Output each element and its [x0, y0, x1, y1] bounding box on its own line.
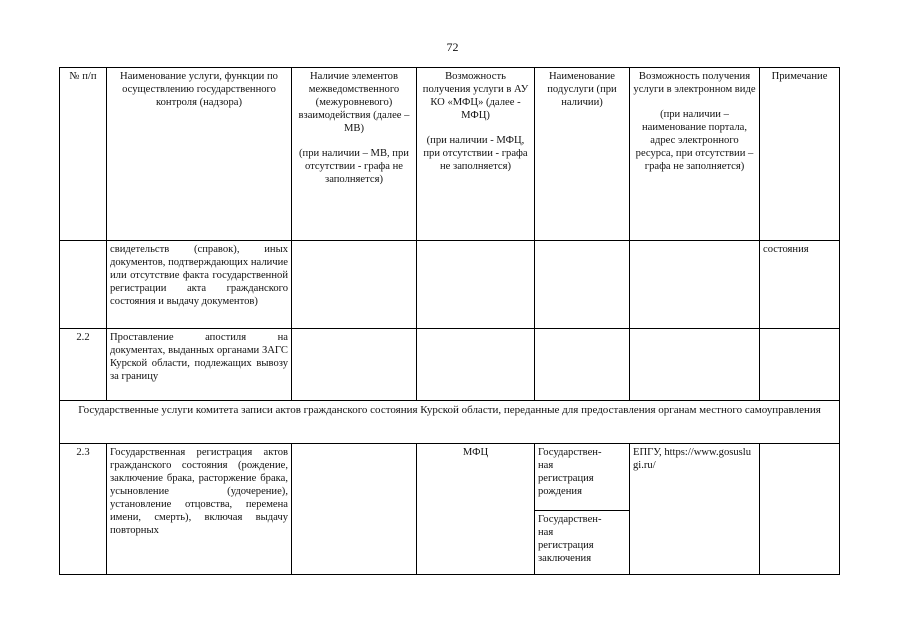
cell-electronic [630, 241, 760, 329]
cell-num: 2.3 [60, 444, 107, 575]
cell-note [760, 329, 840, 401]
cell-subservice [535, 241, 630, 329]
table-row-continued [60, 241, 840, 329]
header-num: № п/п [60, 68, 107, 241]
cell-service-name: Проставление апостиля на документах, выданных органами ЗАГС Курской области, подлежащих вывозу за границу [107, 329, 292, 401]
cell-electronic [630, 329, 760, 401]
subservice-birth: Государствен- ная регистрация рождения [538, 447, 602, 497]
header-mfc-note: (при наличии - МФЦ, при отсутствии - графа не заполняется) [423, 135, 528, 172]
cell-mv [292, 241, 417, 329]
cell-mfc [417, 241, 535, 329]
cell-subservice [535, 329, 630, 401]
header-subservice: Наименование подуслуги (при наличии) [535, 68, 630, 241]
header-mfc [417, 68, 535, 241]
cell-num [60, 241, 107, 329]
subservice-marriage: Государствен- ная регистрация заключения [535, 510, 629, 567]
header-mv-note: (при наличии – МВ, при отсутствии - графа не заполняется) [299, 148, 409, 185]
page-number: 72 [446, 40, 459, 54]
electronic-portal: ЕПГУ, https://www.gosuslugi.ru/ [633, 447, 752, 471]
header-row [60, 68, 840, 241]
cell-electronic [630, 444, 760, 575]
cell-mv [292, 444, 417, 575]
header-mv [292, 68, 417, 241]
cell-service-name: свидетельств (справок), иных документов, подтверждающих наличие или отсутствие факта государственной регистрации акта гражданского состояния и выдачу документов) [107, 241, 292, 329]
cell-mv [292, 329, 417, 401]
cell-service-name: Государственная регистрация актов гражданского состояния (рождение, заключение брака, расторжение брака, усыновление (удочерение), установление отцовства, перемена имени, смерть), включая выдачу повторных [107, 444, 292, 575]
section-heading: Государственные услуги комитета записи актов гражданского состояния Курской области, переданные для предоставления органам местного самоуправления [60, 401, 840, 444]
cell-mfc [417, 329, 535, 401]
section-row [60, 401, 840, 444]
header-service-name: Наименование услуги, функции по осуществлению государственного контроля (надзора) [107, 68, 292, 241]
header-note: Примечание [760, 68, 840, 241]
header-mfc-main: Возможность получения услуги в АУ КО «МФЦ» (далее - МФЦ) [422, 71, 529, 121]
header-electronic-main: Возможность получения услуги в электронном виде [633, 71, 756, 95]
header-electronic-note: (при наличии – наименование портала, адрес электронного ресурса, при отсутствии – графа не заполняется) [635, 109, 754, 172]
header-mv-main: Наличие элементов межведомственного (межуровневого) взаимодействия (далее – МВ) [298, 71, 410, 134]
cell-num: 2.2 [60, 329, 107, 401]
cell-note: состояния [760, 241, 840, 329]
cell-note [760, 444, 840, 575]
header-electronic [630, 68, 760, 241]
cell-mfc: МФЦ [417, 444, 535, 575]
services-table [59, 67, 840, 575]
cell-subservice [535, 444, 630, 575]
table-row-2-3 [60, 444, 840, 575]
table-row-2-2 [60, 329, 840, 401]
